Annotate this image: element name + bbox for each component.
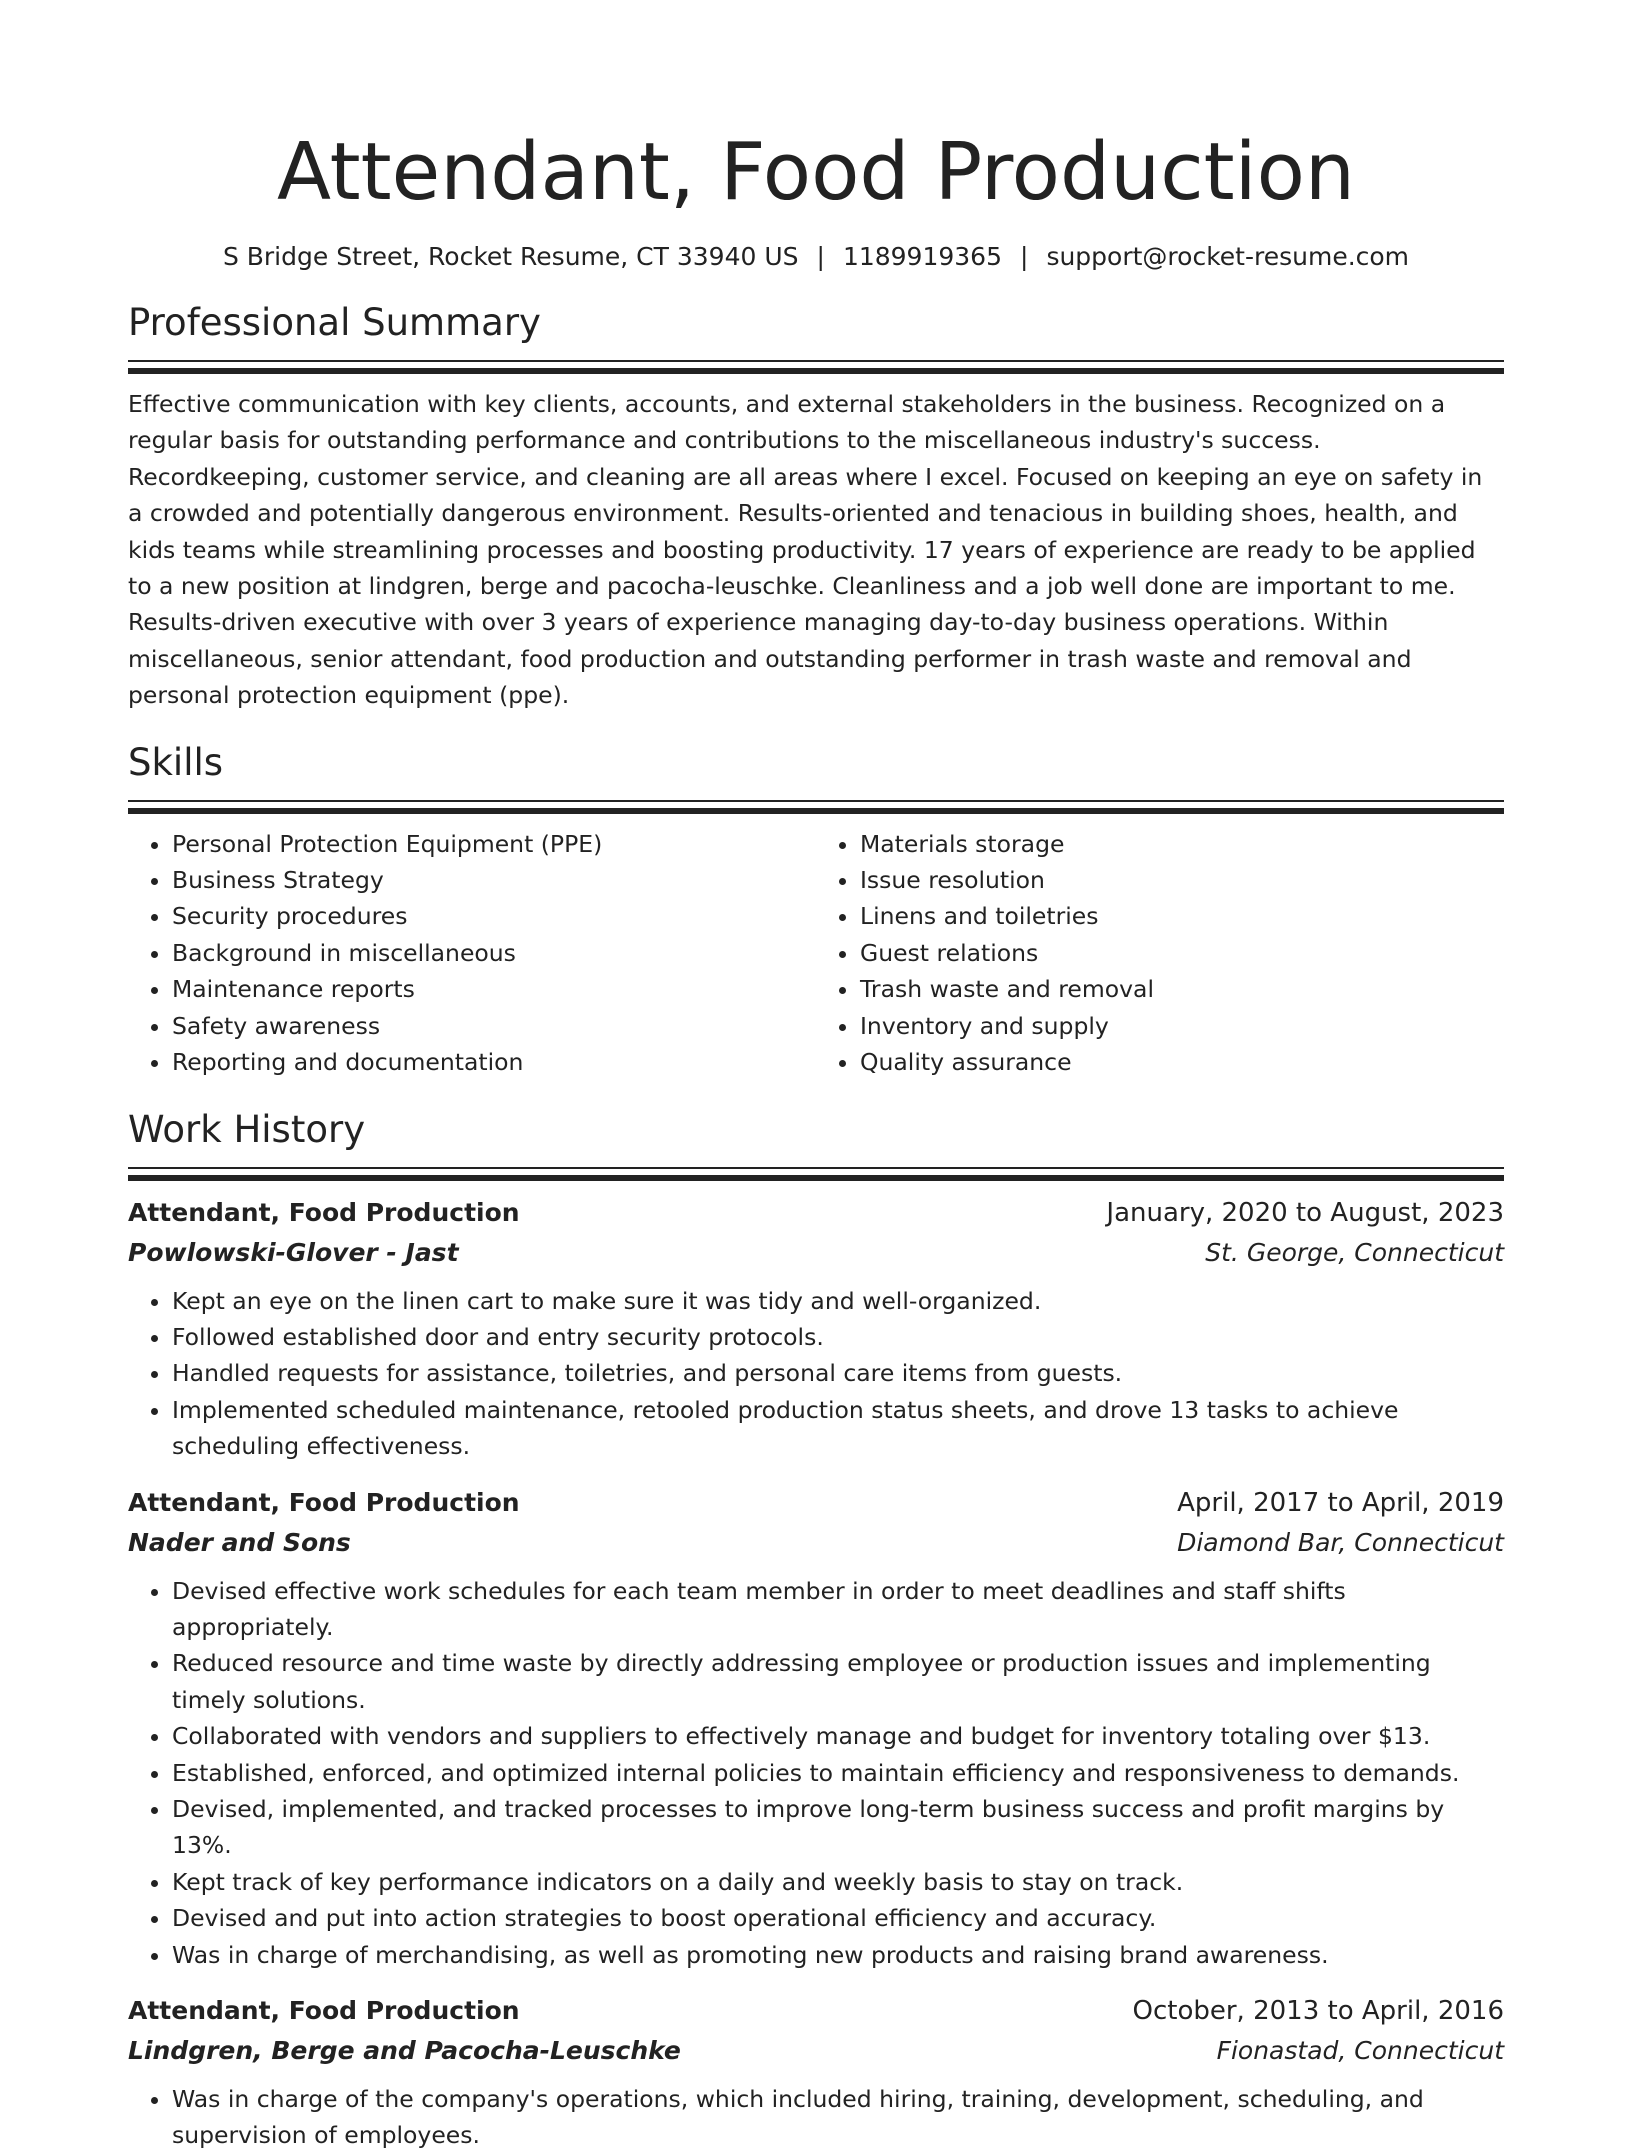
job-bullet: • Devised and put into action strategies to boost operational efficiency and accuracy. [172,1900,1504,1936]
skill-item: • Background in miscellaneous [172,935,816,971]
job-title: Attendant, Food Production [128,1487,520,1517]
work-history-heading: Work History [128,1107,366,1151]
skills-heading: Skills [128,740,224,784]
contact-separator: | [1020,242,1029,271]
job-company-row [128,2031,1504,2071]
contact-line [128,240,1504,274]
skill-item: • Guest relations [860,935,1504,971]
job-title: Attendant, Food Production [128,1197,520,1227]
skills-left-list [128,826,816,1081]
job-entry [128,1193,1504,1465]
job-entry [128,1991,1504,2154]
job-bullet: • Kept track of key performance indicators on a daily and weekly basis to stay on track. [172,1864,1504,1900]
job-bullet: • Reduced resource and time waste by directly addressing employee or production issues and implementing timely solutions. [172,1645,1504,1718]
summary-section [128,300,1504,714]
summary-heading: Professional Summary [128,301,541,344]
job-list [128,1193,1504,2154]
section-divider [128,360,1504,374]
job-company-row [128,1233,1504,1273]
skill-item: • Maintenance reports [172,971,816,1007]
job-bullet: • Handled requests for assistance, toiletries, and personal care items from guests. [172,1355,1504,1391]
skills-section [128,740,1504,1081]
skill-item: • Business Strategy [172,862,816,898]
skill-item: • Trash waste and removal [860,971,1504,1007]
skill-item: • Reporting and documentation [172,1044,816,1080]
job-bullet: • Established, enforced, and optimized internal policies to maintain efficiency and responsiveness to demands. [172,1755,1504,1791]
job-title-row [128,1483,1504,1523]
job-bullets [128,1283,1504,1465]
skill-item: • Safety awareness [172,1008,816,1044]
job-dates: January, 2020 to August, 2023 [1106,1197,1504,1228]
job-bullet: • Devised, implemented, and tracked processes to improve long-term business success and profit margins by 13%. [172,1791,1504,1864]
job-dates: October, 2013 to April, 2016 [1132,1996,1504,2026]
resume-title: Attendant, Food Production [277,126,1355,218]
contact-phone: 1189919365 [842,242,1002,271]
job-bullets [128,1573,1504,1973]
job-bullet: • Followed established door and entry security protocols. [172,1319,1504,1355]
job-company: Lindgren, Berge and Pacocha-Leuschke [128,2036,681,2065]
job-bullet: • Was in charge of the company's operations, which included hiring, training, development, scheduling, and supervision of employees. [172,2081,1504,2154]
job-title-row [128,1193,1504,1233]
section-divider [128,1167,1504,1181]
skill-item: • Personal Protection Equipment (PPE) [172,826,816,862]
skill-item: • Quality assurance [860,1044,1504,1080]
skill-item: • Issue resolution [860,862,1504,898]
job-company-row [128,1523,1504,1563]
job-company: Powlowski-Glover - Jast [128,1237,459,1267]
contact-address: S Bridge Street, Rocket Resume, CT 33940 US [222,242,799,271]
skills-columns [128,826,1504,1081]
skill-item: • Linens and toiletries [860,898,1504,934]
skill-item: • Inventory and supply [860,1008,1504,1044]
job-location: Fionastad, Connecticut [1216,2036,1504,2065]
skill-item: • Materials storage [860,826,1504,862]
job-entry [128,1483,1504,1973]
summary-text: Effective communication with key clients, accounts, and external stakeholders in the business. Recognized on a regular basis for outstanding performance and contributions to the miscellaneous industry's success. Recordkeeping, customer service, and cleaning are all areas where I excel. Focused on keeping an eye on safety in a crowded and potentially dangerous environment. Results-oriented and tenacious in building shoes, health, and kids teams while streamlining processes and boosting productivity. 17 years of experience are ready to be applied to a new position at lindgren, berge and pacocha-leuschke. Cleanliness and a job well done are important to me. Results-driven executive with over 3 years of experience managing day-to-day business operations. Within miscellaneous, senior attendant, food production and outstanding performer in trash waste and removal and personal protection equipment (ppe). [128,390,1483,710]
job-title-row [128,1991,1504,2031]
job-bullet: • Collaborated with vendors and suppliers to effectively manage and budget for inventory totaling over $13. [172,1718,1504,1754]
job-location: Diamond Bar, Connecticut [1177,1527,1504,1557]
job-bullet: • Kept an eye on the linen cart to make sure it was tidy and well-organized. [172,1283,1504,1319]
job-company: Nader and Sons [128,1527,351,1557]
job-location: St. George, Connecticut [1205,1237,1504,1267]
skill-item: • Security procedures [172,898,816,934]
job-bullet: • Devised effective work schedules for each team member in order to meet deadlines and staff shifts appropriately. [172,1573,1504,1646]
job-dates: April, 2017 to April, 2019 [1177,1487,1504,1518]
job-title: Attendant, Food Production [128,1996,520,2025]
job-bullets [128,2081,1504,2154]
work-history-section [128,1107,1504,2154]
contact-email: support@rocket-resume.com [1046,242,1410,271]
contact-separator: | [816,242,825,271]
skills-right-list [816,826,1504,1081]
job-bullet: • Was in charge of merchandising, as well as promoting new products and raising brand awareness. [172,1937,1504,1973]
section-divider [128,800,1504,814]
job-bullet: • Implemented scheduled maintenance, retooled production status sheets, and drove 13 tasks to achieve scheduling effectiveness. [172,1392,1504,1465]
